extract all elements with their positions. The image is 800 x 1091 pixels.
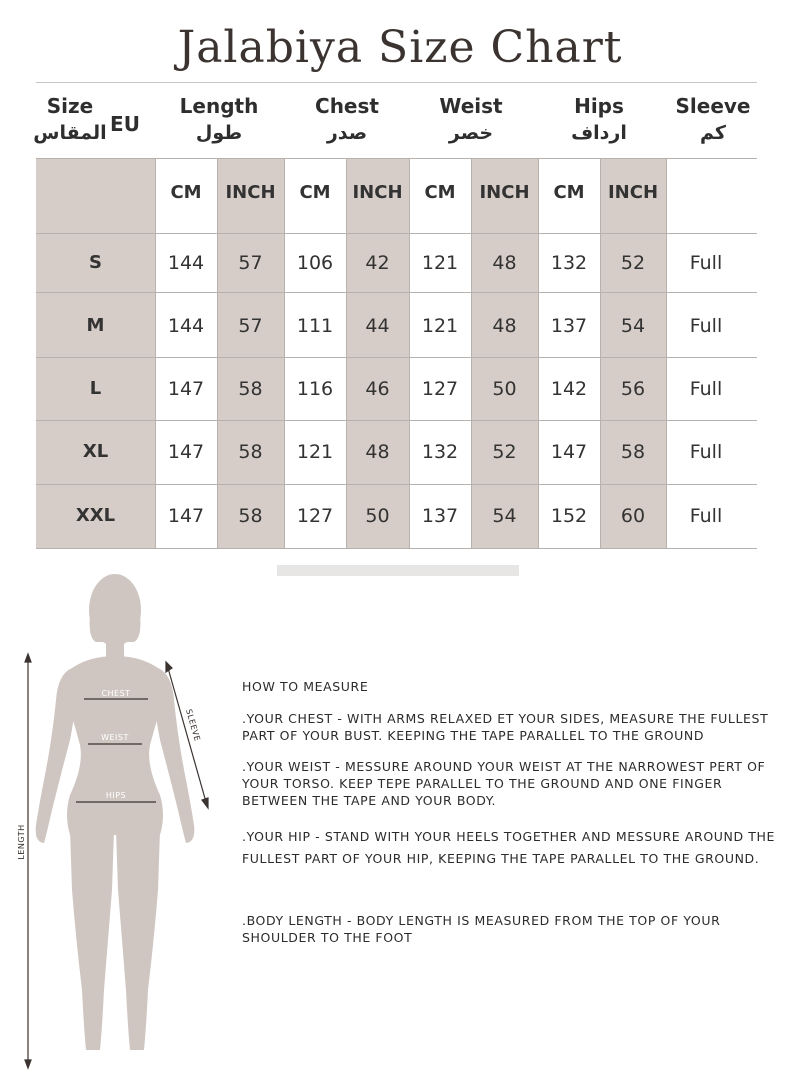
header-length-arabic: طول [195, 122, 243, 144]
chest-inch-shade [346, 158, 409, 548]
sleeve-cell: Full [689, 505, 723, 527]
hips-cm-cell: 137 [550, 315, 588, 337]
header-weist-arabic: خصر [448, 122, 494, 144]
length-cm-cell: 147 [167, 441, 205, 463]
hips-cm-cell: 147 [550, 441, 588, 463]
chest-cm-cell: 121 [296, 441, 334, 463]
unit-weist-inch: INCH [479, 182, 530, 203]
length-cm-cell: 144 [167, 252, 205, 274]
sleeve-cell: Full [689, 378, 723, 400]
grid-line [471, 158, 472, 548]
length-inch-cell: 58 [238, 505, 263, 527]
chest-inch-cell: 48 [365, 441, 390, 463]
sleeve-cell: Full [689, 315, 723, 337]
chest-cm-cell: 106 [296, 252, 334, 274]
length-inch-cell: 58 [238, 441, 263, 463]
grid-line [36, 292, 757, 293]
grid-line [346, 158, 347, 548]
weist-inch-cell: 48 [492, 315, 517, 337]
weist-cm-cell: 132 [421, 441, 459, 463]
header-length [160, 94, 278, 144]
header-size [30, 94, 110, 144]
hips-inch-cell: 60 [620, 505, 646, 527]
header-sleeve [668, 94, 758, 144]
unit-hips-inch: INCH [607, 182, 659, 203]
unit-chest-inch: INCH [352, 182, 403, 203]
weist-inch-cell: 52 [492, 441, 517, 463]
hips-inch-cell: 52 [620, 252, 646, 274]
unit-chest-cm: CM [299, 182, 331, 203]
grid-line [538, 158, 539, 548]
size-cell: M [86, 315, 105, 336]
grid-line [36, 357, 757, 358]
chest-inch-cell: 46 [365, 378, 390, 400]
length-inch-shade [217, 158, 284, 548]
size-cell: XL [82, 441, 109, 462]
grid-line [217, 158, 218, 548]
hips-inch-shade [600, 158, 666, 548]
grid-line [600, 158, 601, 548]
instruction-hip: .YOUR HIP - STAND WITH YOUR HEELS TOGETHER AND MESSURE AROUND THE FULLEST PART OF YOUR HIP, KEEPING THE TAPE PARALLEL TO THE GROUND. [242, 829, 775, 866]
length-cm-cell: 147 [167, 505, 205, 527]
header-chest-arabic: صدر [326, 122, 368, 144]
grid-line [36, 484, 757, 485]
header-hips-label: Hips [574, 94, 624, 118]
header-eu: EU [110, 112, 140, 136]
hips-inch-cell: 54 [620, 315, 646, 337]
unit-length-inch: INCH [225, 182, 276, 203]
unit-weist-cm: CM [424, 182, 456, 203]
weist-cm-cell: 121 [421, 315, 459, 337]
grid-line [284, 158, 285, 548]
header-hips-arabic: ارداف [571, 122, 627, 144]
sleeve-cell: Full [689, 441, 723, 463]
hips-inch-cell: 58 [620, 441, 646, 463]
weist-inch-cell: 54 [492, 505, 517, 527]
weist-inch-cell: 48 [492, 252, 517, 274]
instruction-length: .BODY LENGTH - BODY LENGTH IS MEASURED FROM THE TOP OF YOUR SHOULDER TO THE FOOT [242, 913, 721, 945]
chest-cm-cell: 127 [296, 505, 334, 527]
chest-inch-cell: 42 [365, 252, 390, 274]
instruction-chest: .YOUR CHEST - WITH ARMS RELAXED ET YOUR SIDES, MEASURE THE FULLEST PART OF YOUR BUST. KEEPING THE TAPE PARALLEL TO THE GROUND [242, 711, 769, 743]
length-cm-cell: 147 [167, 378, 205, 400]
title-divider [36, 82, 757, 83]
length-inch-cell: 57 [238, 252, 263, 274]
instructions-heading: HOW TO MEASURE [242, 679, 369, 694]
header-size-arabic: المقاس [33, 122, 107, 144]
hips-cm-cell: 132 [550, 252, 588, 274]
chest-inch-cell: 50 [365, 505, 390, 527]
grid-line [36, 548, 757, 549]
header-sleeve-label: Sleeve [675, 94, 751, 118]
weist-cm-cell: 121 [421, 252, 459, 274]
header-chest-label: Chest [315, 94, 379, 118]
size-cell: L [89, 378, 102, 399]
weist-cm-cell: 127 [421, 378, 459, 400]
figure-label-length: LENGTH [17, 824, 26, 860]
size-cell: S [89, 252, 102, 273]
figure-label-hips: HIPS [105, 791, 127, 800]
chest-inch-cell: 44 [365, 315, 390, 337]
header-length-label: Length [179, 94, 259, 118]
weist-cm-cell: 137 [421, 505, 459, 527]
grid-line [36, 420, 757, 421]
sleeve-cell: Full [689, 252, 723, 274]
header-hips [538, 94, 660, 144]
grid-line [36, 158, 757, 159]
grid-line [36, 233, 757, 234]
figure-label-weist: WEIST [101, 733, 129, 742]
weist-inch-cell: 50 [492, 378, 517, 400]
chest-cm-cell: 111 [296, 315, 334, 337]
size-cell: XXL [75, 505, 116, 526]
unit-length-cm: CM [170, 182, 202, 203]
grid-line [409, 158, 410, 548]
body-figure [0, 560, 230, 1080]
header-weist-label: Weist [439, 94, 503, 118]
hips-cm-cell: 152 [550, 505, 588, 527]
weist-inch-shade [471, 158, 538, 548]
length-inch-cell: 58 [238, 378, 263, 400]
hips-cm-cell: 142 [550, 378, 588, 400]
unit-hips-cm: CM [553, 182, 585, 203]
size-column-shade [36, 158, 155, 548]
header-sleeve-arabic: كم [700, 122, 726, 144]
instruction-weist: .YOUR WEIST - MESSURE AROUND YOUR WEIST AT THE NARROWEST PERT OF YOUR TORSO. KEEP TEPE PARALLEL TO THE GROUND AND ONE FINGER BETWEEN THE TAPE AND YOUR BODY. [242, 759, 766, 808]
grid-line [155, 158, 156, 548]
header-size-label: Size [46, 94, 94, 118]
chest-cm-cell: 116 [296, 378, 334, 400]
header-weist [411, 94, 531, 144]
section-divider [277, 565, 519, 576]
header-chest [287, 94, 407, 144]
silhouette [36, 574, 195, 1050]
length-cm-cell: 144 [167, 315, 205, 337]
figure-label-chest: CHEST [101, 689, 131, 698]
length-inch-cell: 57 [238, 315, 263, 337]
figure-label-sleeve: SLEEVE [184, 708, 202, 743]
page-title: Jalabiya Size Chart [177, 22, 623, 73]
hips-inch-cell: 56 [620, 378, 646, 400]
grid-line [666, 158, 667, 548]
